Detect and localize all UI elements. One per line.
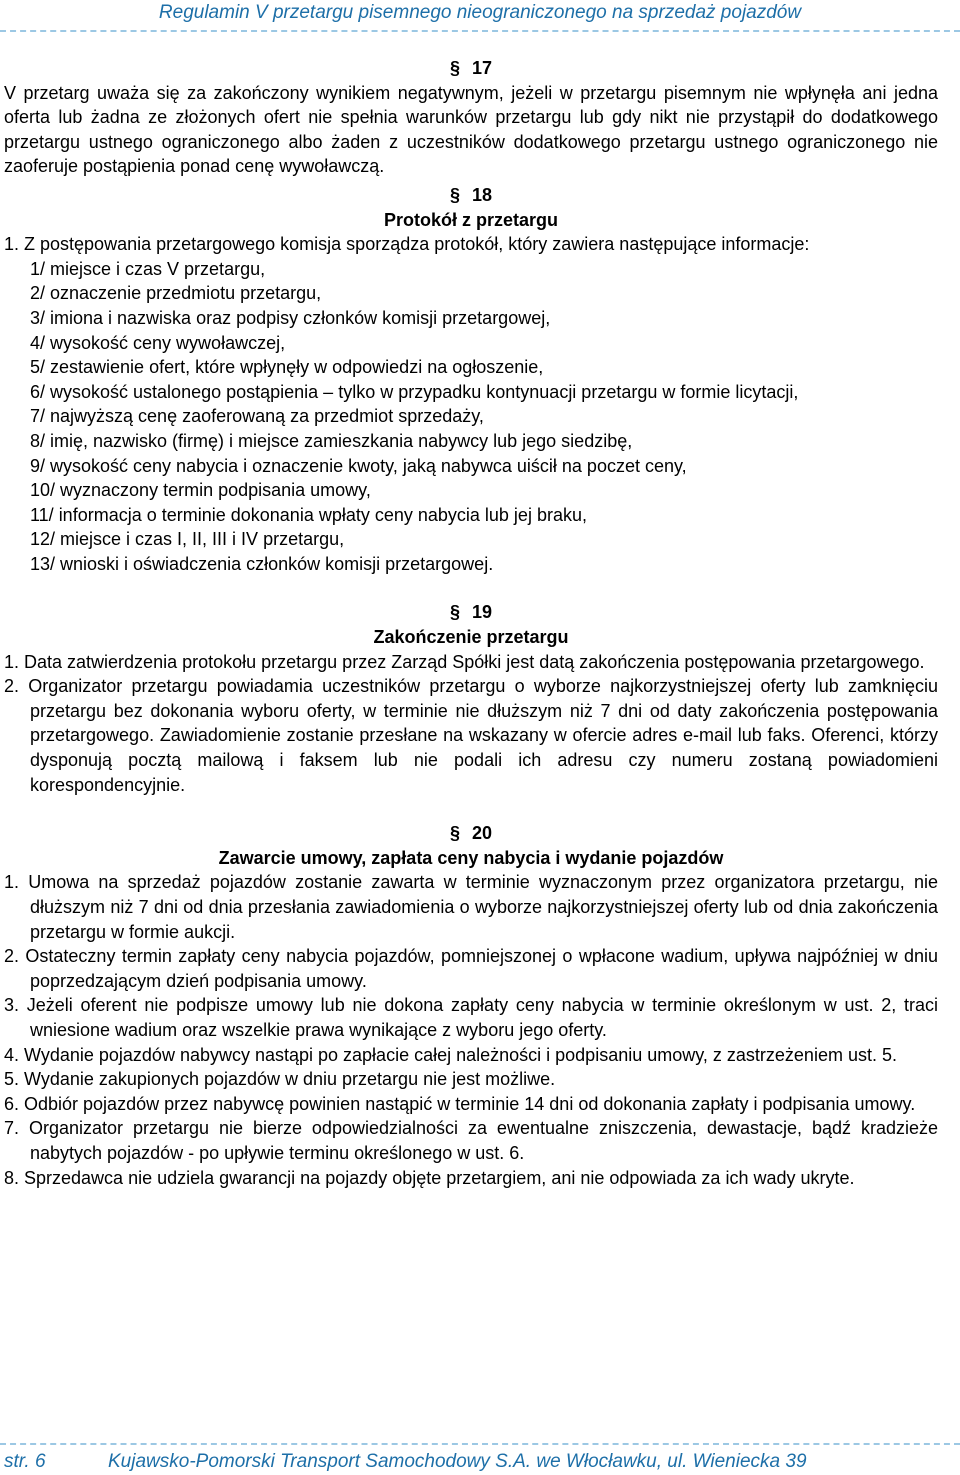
list-item: 6. Odbiór pojazdów przez nabywcę powinien nastąpić w terminie 14 dni od dokonania zapłaty i podpisania umowy. <box>4 1093 916 1114</box>
section-17-heading <box>4 56 938 81</box>
section-19-heading <box>4 600 938 625</box>
list-item: 5/ zestawienie ofert, które wpłynęły w odpowiedzi na ogłoszenie, <box>30 357 544 378</box>
list-item: 12/ miejsce i czas I, II, III i IV przetargu, <box>30 529 345 550</box>
page-footer <box>4 1450 954 1474</box>
page-number: str. 6 <box>4 1451 46 1472</box>
header-divider <box>0 30 960 32</box>
list-item: 10/ wyznaczony termin podpisania umowy, <box>30 480 371 501</box>
list-item: 1. Data zatwierdzenia protokołu przetargu przez Zarząd Spółki jest datą zakończenia postępowania przetargowego. <box>4 651 925 672</box>
list-item: 1. Umowa na sprzedaż pojazdów zostanie zawarta w terminie wyznaczonym przez organizatora przetargu, nie dłuższym niż 7 dni od dnia przesłania zawiadomienia o wyborze najkorzystniejszej oferty lub od dnia zakończenia przetargu w formie aukcji. <box>4 872 938 942</box>
list-item: 11/ informacja o terminie dokonania wpłaty ceny nabycia lub jej braku, <box>30 504 587 525</box>
section-18-intro: 1. Z postępowania przetargowego komisja sporządza protokół, który zawiera następujące informacje: <box>4 234 810 255</box>
list-item: 2. Ostateczny termin zapłaty ceny nabycia pojazdów, pomniejszonej o wpłacone wadium, upływa najpóźniej w dniu poprzedzającym dzień podpisania umowy. <box>4 946 938 991</box>
list-item: 2/ oznaczenie przedmiotu przetargu, <box>30 283 322 304</box>
list-item: 5. Wydanie zakupionych pojazdów w dniu przetargu nie jest możliwe. <box>4 1069 556 1090</box>
list-item: 8/ imię, nazwisko (firmę) i miejsce zamieszkania nabywcy lub jego siedzibę, <box>30 430 633 451</box>
section-19-title: Zakończenie przetargu <box>373 627 569 648</box>
section-20-title: Zawarcie umowy, zapłata ceny nabycia i wydanie pojazdów <box>218 847 724 868</box>
list-item: 4/ wysokość ceny wywoławczej, <box>30 332 286 353</box>
list-item: 13/ wnioski i oświadczenia członków komisji przetargowej. <box>30 553 494 574</box>
document-body <box>4 56 938 1190</box>
list-item: 8. Sprzedawca nie udziela gwarancji na pojazdy objęte przetargiem, ani nie odpowiada za ich wady ukryte. <box>4 1167 855 1188</box>
list-item: 3/ imiona i nazwiska oraz podpisy członków komisji przetargowej, <box>30 307 551 328</box>
list-item: 9/ wysokość ceny nabycia i oznaczenie kwoty, jaką nabywca uiścił na poczet ceny, <box>30 455 687 476</box>
list-item: 4. Wydanie pojazdów nabywcy nastąpi po zapłacie całej należności i podpisaniu umowy, z zastrzeżeniem ust. 5. <box>4 1044 897 1065</box>
section-20-heading <box>4 821 938 846</box>
section-18-title: Protokół z przetargu <box>383 209 558 230</box>
page-header <box>0 0 960 30</box>
section-symbol: § <box>449 823 460 844</box>
section-symbol: § <box>449 58 460 78</box>
section-symbol: § <box>449 184 460 205</box>
section-number: 17 <box>471 58 493 78</box>
list-item: 6/ wysokość ustalonego postąpienia – tylko w przypadku kontynuacji przetargu w formie licytacji, <box>30 381 799 402</box>
list-item: 2. Organizator przetargu powiadamia uczestników przetargu o wyborze najkorzystniejszej oferty lub zamknięciu przetargu bez dokonania wyboru oferty, w terminie nie dłuższym niż 7 dni od daty zakończenia postępowania przetargowego. Zawiadomienie zostanie przesłane na wskazany w ofercie adres e-mail lub faks. Oferenci, którzy dysponują pocztą mailową i faksem lub nie podali ich adresu czy numeru zostaną powiadomieni korespondencyjnie. <box>4 676 938 795</box>
list-item: 7/ najwyższą cenę zaoferowaną za przedmiot sprzedaży, <box>30 406 484 427</box>
list-item: 3. Jeżeli oferent nie podpisze umowy lub nie dokona zapłaty ceny nabycia w terminie określonym w ust. 2, traci wniesione wadium oraz wszelkie prawa wynikające z wyboru jego oferty. <box>4 995 938 1040</box>
section-17-text: V przetarg uważa się za zakończony wynikiem negatywnym, jeżeli w przetargu pisemnym nie wpłynęła ani jedna oferta lub żadna ze złożonych ofert nie spełnia warunków przetargu lub gdy nikt nie przystąpił do dodatkowego przetargu ustnego ograniczonego albo żaden z uczestników dodatkowego przetargu ustnego ograniczonego nie zaoferuje postąpienia ponad cenę wywoławczą. <box>4 82 938 177</box>
section-18-heading <box>4 183 938 208</box>
section-number: 18 <box>471 184 493 205</box>
section-number: 20 <box>471 823 493 844</box>
list-item: 7. Organizator przetargu nie bierze odpowiedzialności za ewentualne zniszczenia, dewastacje, bądź kradzieże nabytych pojazdów - po upływie terminu określonego w ust. 6. <box>4 1118 938 1163</box>
footer-divider <box>0 1443 960 1445</box>
footer-company: Kujawsko-Pomorski Transport Samochodowy S.A. we Włocławku, ul. Wieniecka 39 <box>108 1451 807 1472</box>
section-number: 19 <box>471 602 493 623</box>
header-title: Regulamin V przetargu pisemnego nieograniczonego na sprzedaż pojazdów <box>158 2 802 23</box>
section-symbol: § <box>449 602 460 623</box>
list-item: 1/ miejsce i czas V przetargu, <box>30 258 266 279</box>
